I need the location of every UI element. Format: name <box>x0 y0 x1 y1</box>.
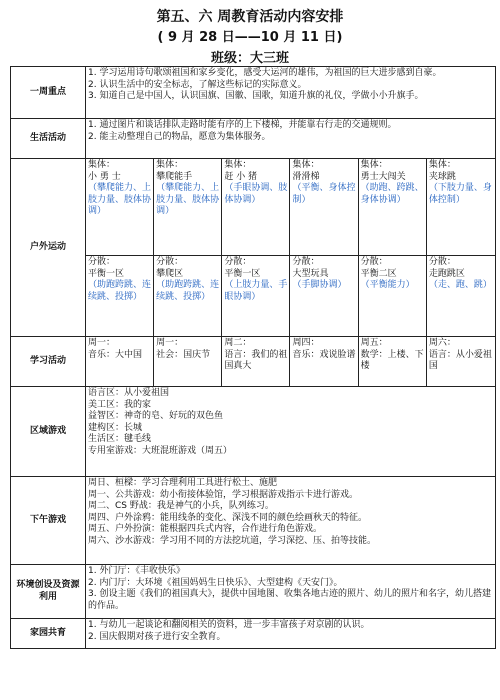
cell-head: 集体： <box>224 160 252 170</box>
activity-text: 数学：上楼、下楼 <box>360 349 424 371</box>
activity-text: 语言：我们的祖国真大 <box>224 349 288 371</box>
cell-name: 滑滑梯 <box>292 171 320 182</box>
study-cell <box>290 337 358 386</box>
outdoor-zone-cell <box>222 256 290 336</box>
pm-label: 下午游戏 <box>11 477 86 565</box>
focus-line: 3. 知道自己是中国人，认识国旗、国徽、国歌，知道升旗的礼仪，学做小小升旗手。 <box>88 91 424 101</box>
cell-name: 夹球跳 <box>428 171 456 182</box>
day-label: 周五： <box>360 338 388 348</box>
home-line: 1. 与幼儿一起谈论和翻阅相关的资料，进一步丰富孩子对京剧的认识。 <box>88 620 370 630</box>
outdoor-group-row <box>86 159 495 255</box>
study-cell <box>359 337 427 386</box>
cell-head: 分散： <box>156 257 184 267</box>
life-line: 2. 能主动整理自己的物品，愿意为集体服务。 <box>88 131 271 142</box>
home-line: 2. 国庆假期对孩子进行安全教育。 <box>88 631 226 642</box>
study-content <box>86 337 496 387</box>
outdoor-group-cell <box>222 159 290 255</box>
cell-note: （下肢力量、身体控制） <box>428 183 492 205</box>
cell-name: 大型玩具 <box>292 268 329 279</box>
outdoor-group-cell <box>359 159 427 255</box>
cell-note: （助跑跨跳、连续跳、投掷） <box>156 280 220 302</box>
study-row <box>86 337 495 386</box>
outdoor-content <box>86 159 496 337</box>
cell-head: 集体： <box>292 160 320 170</box>
activity-text: 音乐：大中国 <box>88 349 143 360</box>
day-label: 周一： <box>88 338 116 348</box>
class-label: 班级：大三班 <box>210 51 289 66</box>
study-cell <box>427 337 495 386</box>
outdoor-zone-cell <box>359 256 427 336</box>
env-line: 3. 创设主题《我们的祖国真大》，提供中国地图、收集各地古迹的照片、幼儿的照片和名字，幼儿搭建的作品。 <box>88 589 491 611</box>
outdoor-group-cell <box>290 159 358 255</box>
day-label: 周六： <box>428 338 456 348</box>
cell-name: 小 勇 士 <box>88 171 121 182</box>
cell-note: （平衡能力） <box>360 280 415 290</box>
study-label: 学习活动 <box>11 337 86 387</box>
cell-head: 集体： <box>156 160 184 170</box>
cell-note: （助跑跨跳、连续跳、投掷） <box>88 280 152 302</box>
outdoor-zone-cell <box>86 256 154 336</box>
cell-head: 分散： <box>224 257 252 267</box>
cell-head: 集体： <box>88 160 116 170</box>
day-label: 周四： <box>292 338 320 348</box>
focus-content <box>86 67 496 119</box>
cell-name: 平衡一区 <box>88 268 125 279</box>
outdoor-group-cell <box>86 159 154 255</box>
env-content <box>86 565 496 619</box>
life-label: 生活活动 <box>11 119 86 159</box>
home-label: 家园共育 <box>11 619 86 649</box>
area-line: 建构区：长城 <box>88 422 143 433</box>
pm-line: 周五、户外扮演：能根据四兵式内容，合作进行角色游戏。 <box>88 524 323 534</box>
outdoor-group-cell <box>154 159 222 255</box>
pm-line: 周日、桓樑：学习合理利用工具进行松土、施肥 <box>88 478 278 488</box>
cell-note: （平衡、身体控制） <box>292 183 356 205</box>
outdoor-zone-cell <box>427 256 495 336</box>
cell-name: 平衡一区 <box>224 268 261 279</box>
env-line: 1. 外门厅：《丰收快乐》 <box>88 566 185 576</box>
cell-note: （攀爬能力、上肢力量、肢体协调） <box>88 183 152 216</box>
date-range: ( 9 月 28 日——10 月 11 日) <box>157 30 343 45</box>
outdoor-zone-row <box>86 255 495 336</box>
page-title: 第五、六 周教育活动内容安排 <box>156 9 344 25</box>
cell-note: （助跑、跨跳、身体协调） <box>360 183 424 205</box>
study-cell <box>222 337 290 386</box>
cell-head: 分散： <box>88 257 116 267</box>
area-line: 生活区：毽毛线 <box>88 434 152 444</box>
cell-name: 攀爬区 <box>156 268 184 279</box>
activity-text: 社会：国庆节 <box>156 349 211 360</box>
area-label: 区域游戏 <box>11 387 86 477</box>
cell-name: 走跑跳区 <box>428 268 465 279</box>
area-line: 专用室游戏：大班混班游戏（周五） <box>88 445 233 456</box>
pm-line: 周二、CS 野战：我是神气的小兵，队列练习。 <box>88 501 274 511</box>
env-label: 环境创设及资源利用 <box>11 565 86 619</box>
area-line: 益智区：神奇的皂、好玩的双色鱼 <box>88 411 224 421</box>
focus-line: 2. 认识生活中的安全标志，了解这些标记的实际意义。 <box>88 79 307 90</box>
home-content <box>86 619 496 649</box>
cell-head: 分散： <box>360 257 388 267</box>
focus-line: 1. 学习运用诗句歌颂祖国和家乡变化，感受大运河的雄伟，为祖国的巨大进步感到自豪。 <box>88 68 442 78</box>
focus-label: 一周重点 <box>11 67 86 119</box>
outdoor-zone-cell <box>290 256 358 336</box>
pm-line: 周四、户外涂鸦：能用线条的变化、深浅不同的颜色绘画秋天的特征。 <box>88 512 368 523</box>
cell-name: 勇士大闯关 <box>360 171 406 182</box>
life-line: 1. 通过图片和谈话排队走路时能有序的上下楼梯，并能靠右行走的交通规则。 <box>88 120 397 130</box>
cell-head: 集体： <box>428 160 456 170</box>
cell-note: （手眼协调、肢体协调） <box>224 183 288 205</box>
study-cell <box>86 337 154 386</box>
cell-note: （上肢力量、手眼协调） <box>224 280 288 302</box>
study-cell <box>154 337 222 386</box>
cell-name: 赶 小 猪 <box>224 171 258 182</box>
outdoor-zone-cell <box>154 256 222 336</box>
day-label: 周二： <box>224 338 252 348</box>
schedule-table <box>10 66 496 649</box>
area-content <box>86 387 496 477</box>
pm-line: 周一、公共游戏：幼小衔接体验馆，学习根据游戏指示卡进行游戏。 <box>88 489 359 500</box>
cell-head: 集体： <box>360 160 388 170</box>
cell-head: 分散： <box>292 257 320 267</box>
pm-line: 周六、沙水游戏：学习用不同的方法挖坑道，学习深挖、压、拍等技能。 <box>88 535 377 546</box>
cell-name: 平衡二区 <box>360 268 397 279</box>
cell-note: （走、跑、跳） <box>428 280 492 290</box>
activity-text: 音乐：戏说脸谱 <box>292 349 356 360</box>
env-line: 2. 内门厅：大环境《祖国妈妈生日快乐》、大型建构《天安门》。 <box>88 577 343 588</box>
outdoor-group-cell <box>427 159 495 255</box>
area-line: 语言区：从小爱祖国 <box>88 388 170 398</box>
area-line: 美工区：我的家 <box>88 399 152 410</box>
cell-name: 攀爬能手 <box>156 171 193 182</box>
cell-head: 分散： <box>428 257 456 267</box>
cell-note: （攀爬能力、上肢力量、肢体协调） <box>156 183 220 216</box>
pm-content <box>86 477 496 565</box>
activity-text: 语言：从小爱祖国 <box>428 349 492 371</box>
cell-note: （手脚协调） <box>292 280 347 290</box>
day-label: 周一： <box>156 338 184 348</box>
life-content <box>86 119 496 159</box>
outdoor-label: 户外运动 <box>11 159 86 337</box>
